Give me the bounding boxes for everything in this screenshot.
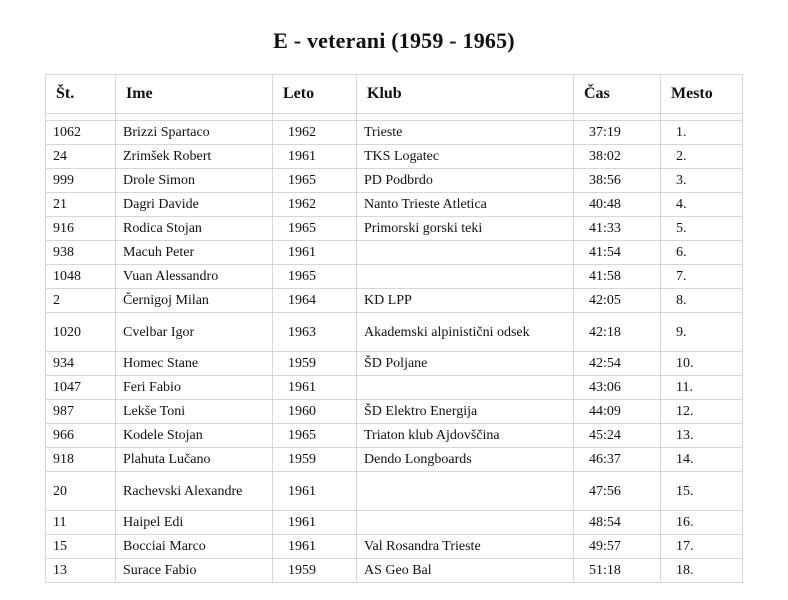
cell-ime: Cvelbar Igor: [116, 313, 273, 352]
table-row: [46, 241, 743, 265]
cell-klub: Trieste: [357, 121, 574, 145]
cell-leto: 1959: [273, 559, 357, 583]
cell-st: 13: [46, 559, 116, 583]
table-row: [46, 193, 743, 217]
cell-mesto: 12.: [661, 400, 743, 424]
cell-st: 21: [46, 193, 116, 217]
table-row: [46, 289, 743, 313]
cell-st: 1020: [46, 313, 116, 352]
table-row: [46, 121, 743, 145]
cell-klub: TKS Logatec: [357, 145, 574, 169]
cell-klub: ŠD Poljane: [357, 352, 574, 376]
cell-ime: Feri Fabio: [116, 376, 273, 400]
cell-mesto: 17.: [661, 535, 743, 559]
cell-cas: 46:37: [574, 448, 661, 472]
table-header: [46, 75, 743, 114]
cell-cas: 38:02: [574, 145, 661, 169]
header-st: Št.: [46, 75, 116, 114]
cell-mesto: 13.: [661, 424, 743, 448]
header-klub: Klub: [357, 75, 574, 114]
cell-cas: 42:18: [574, 313, 661, 352]
cell-ime: Vuan Alessandro: [116, 265, 273, 289]
cell-klub: [357, 511, 574, 535]
cell-klub: Akademski alpinistični odsek: [357, 313, 574, 352]
cell-ime: Rodica Stojan: [116, 217, 273, 241]
cell-mesto: 6.: [661, 241, 743, 265]
cell-cas: 41:54: [574, 241, 661, 265]
cell-leto: 1965: [273, 169, 357, 193]
cell-cas: 40:48: [574, 193, 661, 217]
cell-mesto: 2.: [661, 145, 743, 169]
table-row: [46, 472, 743, 511]
header-cas: Čas: [574, 75, 661, 114]
cell-cas: 38:56: [574, 169, 661, 193]
cell-st: 966: [46, 424, 116, 448]
cell-klub: [357, 472, 574, 511]
table-row: [46, 511, 743, 535]
cell-ime: Drole Simon: [116, 169, 273, 193]
table-row: [46, 313, 743, 352]
cell-cas: 37:19: [574, 121, 661, 145]
cell-leto: 1961: [273, 472, 357, 511]
table-row: [46, 169, 743, 193]
table-row: [46, 217, 743, 241]
cell-mesto: 10.: [661, 352, 743, 376]
header-row: [46, 75, 743, 114]
table-row: [46, 559, 743, 583]
cell-st: 20: [46, 472, 116, 511]
table-row: [46, 265, 743, 289]
cell-ime: Černigoj Milan: [116, 289, 273, 313]
results-table: [45, 74, 743, 583]
cell-mesto: 1.: [661, 121, 743, 145]
cell-st: 24: [46, 145, 116, 169]
table-row: [46, 145, 743, 169]
cell-st: 1048: [46, 265, 116, 289]
cell-ime: Lekše Toni: [116, 400, 273, 424]
header-ime: Ime: [116, 75, 273, 114]
cell-st: 987: [46, 400, 116, 424]
cell-mesto: 8.: [661, 289, 743, 313]
table-body: [46, 114, 743, 583]
cell-klub: PD Podbrdo: [357, 169, 574, 193]
cell-ime: Homec Stane: [116, 352, 273, 376]
cell-st: 15: [46, 535, 116, 559]
table-row: [46, 400, 743, 424]
cell-mesto: 9.: [661, 313, 743, 352]
cell-st: 2: [46, 289, 116, 313]
cell-mesto: 4.: [661, 193, 743, 217]
cell-klub: Dendo Longboards: [357, 448, 574, 472]
cell-ime: Brizzi Spartaco: [116, 121, 273, 145]
cell-cas: 41:33: [574, 217, 661, 241]
cell-klub: Triaton klub Ajdovščina: [357, 424, 574, 448]
cell-cas: 51:18: [574, 559, 661, 583]
cell-st: 999: [46, 169, 116, 193]
cell-cas: 44:09: [574, 400, 661, 424]
cell-leto: 1959: [273, 352, 357, 376]
table-row: [46, 535, 743, 559]
cell-ime: Haipel Edi: [116, 511, 273, 535]
cell-mesto: 14.: [661, 448, 743, 472]
cell-ime: Plahuta Lučano: [116, 448, 273, 472]
cell-mesto: 7.: [661, 265, 743, 289]
cell-leto: 1963: [273, 313, 357, 352]
cell-klub: [357, 376, 574, 400]
cell-leto: 1961: [273, 376, 357, 400]
cell-mesto: 5.: [661, 217, 743, 241]
cell-klub: KD LPP: [357, 289, 574, 313]
page-title: E - veterani (1959 - 1965): [273, 28, 515, 53]
cell-st: 934: [46, 352, 116, 376]
cell-cas: 49:57: [574, 535, 661, 559]
cell-st: 938: [46, 241, 116, 265]
header-leto: Leto: [273, 75, 357, 114]
cell-st: 1062: [46, 121, 116, 145]
cell-ime: Dagri Davide: [116, 193, 273, 217]
cell-mesto: 18.: [661, 559, 743, 583]
cell-cas: 42:54: [574, 352, 661, 376]
cell-ime: Zrimšek Robert: [116, 145, 273, 169]
table-row: [46, 424, 743, 448]
table-row: [46, 352, 743, 376]
cell-klub: AS Geo Bal: [357, 559, 574, 583]
cell-ime: Surace Fabio: [116, 559, 273, 583]
cell-klub: ŠD Elektro Energija: [357, 400, 574, 424]
table-row: [46, 448, 743, 472]
cell-cas: 47:56: [574, 472, 661, 511]
cell-leto: 1965: [273, 424, 357, 448]
cell-leto: 1961: [273, 511, 357, 535]
cell-klub: Val Rosandra Trieste: [357, 535, 574, 559]
cell-klub: [357, 241, 574, 265]
cell-leto: 1961: [273, 241, 357, 265]
cell-leto: 1961: [273, 145, 357, 169]
cell-mesto: 16.: [661, 511, 743, 535]
cell-leto: 1962: [273, 193, 357, 217]
cell-ime: Bocciai Marco: [116, 535, 273, 559]
cell-leto: 1960: [273, 400, 357, 424]
cell-leto: 1961: [273, 535, 357, 559]
cell-mesto: 15.: [661, 472, 743, 511]
cell-leto: 1964: [273, 289, 357, 313]
cell-leto: 1959: [273, 448, 357, 472]
cell-cas: 41:58: [574, 265, 661, 289]
cell-klub: Nanto Trieste Atletica: [357, 193, 574, 217]
cell-cas: 45:24: [574, 424, 661, 448]
cell-mesto: 3.: [661, 169, 743, 193]
cell-ime: Rachevski Alexandre: [116, 472, 273, 511]
cell-leto: 1965: [273, 265, 357, 289]
header-mesto: Mesto: [661, 75, 743, 114]
spacer-row: [46, 114, 743, 121]
cell-cas: 42:05: [574, 289, 661, 313]
cell-cas: 43:06: [574, 376, 661, 400]
cell-st: 1047: [46, 376, 116, 400]
cell-cas: 48:54: [574, 511, 661, 535]
cell-ime: Kodele Stojan: [116, 424, 273, 448]
cell-st: 918: [46, 448, 116, 472]
cell-klub: [357, 265, 574, 289]
cell-ime: Macuh Peter: [116, 241, 273, 265]
cell-klub: Primorski gorski teki: [357, 217, 574, 241]
cell-leto: 1962: [273, 121, 357, 145]
cell-st: 916: [46, 217, 116, 241]
cell-st: 11: [46, 511, 116, 535]
cell-leto: 1965: [273, 217, 357, 241]
table-row: [46, 376, 743, 400]
cell-mesto: 11.: [661, 376, 743, 400]
